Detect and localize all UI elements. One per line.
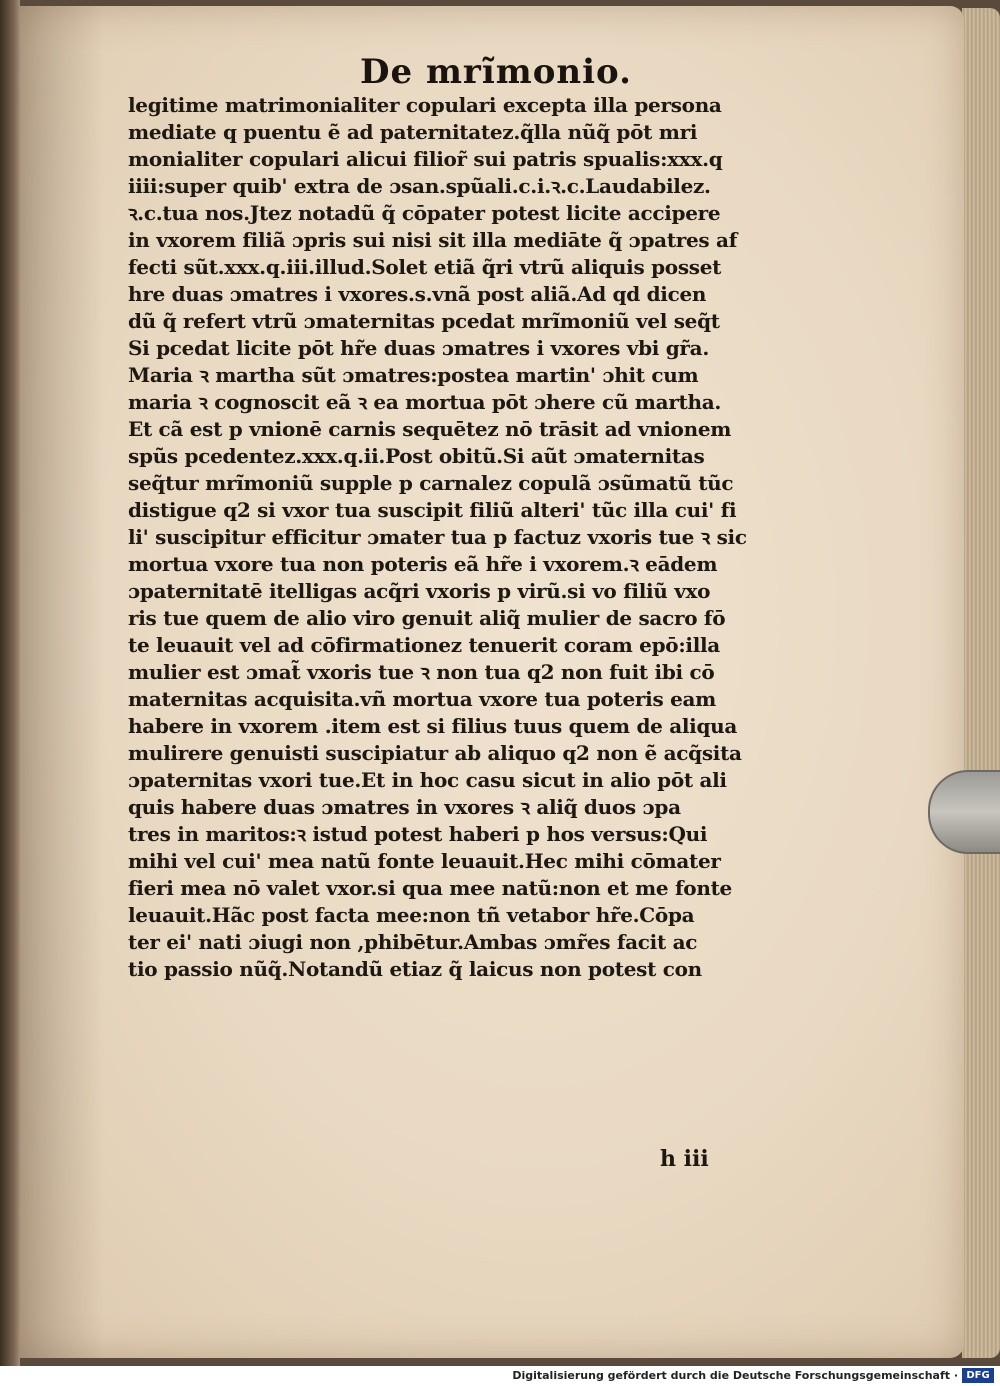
metal-clasp: [928, 770, 1000, 854]
text-line: seq̃tur mrĩmoniũ supple p carnalez copulã ɔsũmatũ tũc: [128, 471, 734, 495]
running-head: De mrĩmonio.: [360, 52, 632, 92]
text-line: mihi vel cui' mea natũ fonte leuauit.Hec mihi cōmater: [128, 849, 721, 873]
text-line: tres in maritos:ꝛ istud potest haberi p hos versus:Qui: [128, 822, 708, 846]
text-line: mulirere genuisti suscipiatur ab aliquo q2 non ẽ acq̃sita: [128, 741, 742, 765]
text-line: mortua vxore tua non poteris eã hr̃e i vxorem.ꝛ eādem: [128, 552, 718, 576]
text-line: maria ꝛ cognoscit eã ꝛ ea mortua pōt ɔhere cũ martha.: [128, 390, 722, 414]
text-line: ɔpaternitas vxori tue.Et in hoc casu sicut in alio pōt ali: [128, 768, 727, 792]
text-line: fieri mea nō valet vxor.si qua mee natũ:non et me fonte: [128, 876, 732, 900]
text-line: spũs pcedentez.xxx.q.ii.Post obitũ.Si aũt ɔmaternitas: [128, 444, 705, 468]
page-edges: [962, 8, 1000, 1358]
page-fold-shadow: [14, 6, 104, 1358]
text-line: habere in vxorem .item est si filius tuus quem de aliqua: [128, 714, 738, 738]
text-line: monialiter copulari alicui filior̃ sui patris spualis:xxx.q: [128, 147, 723, 171]
text-line: in vxorem filiã ɔpris sui nisi sit illa mediāte q̃ ɔpatres af: [128, 228, 738, 252]
text-line: Maria ꝛ martha sũt ɔmatres:postea martin' ɔhit cum: [128, 363, 699, 387]
text-line: ter ei' nati ɔiugi non ,phibētur.Ambas ɔmr̃es facit ac: [128, 930, 698, 954]
text-line: distigue q2 si vxor tua suscipit filiũ alteri' tũc illa cui' fi: [128, 498, 737, 522]
signature-mark: h iii: [660, 1146, 709, 1172]
text-line: li' suscipitur efficitur ɔmater tua p factuz vxoris tue ꝛ sic: [128, 525, 747, 549]
text-line: dũ q̃ refert vtrũ ɔmaternitas pcedat mrĩmoniũ vel seq̃t: [128, 309, 720, 333]
text-line: hre duas ɔmatres i vxores.s.vnã post aliã.Ad qd dicen: [128, 282, 707, 306]
text-line: leuauit.Hãc post facta mee:non tñ vetabor hr̃e.Cōpa: [128, 903, 695, 927]
body-text: [128, 92, 778, 983]
text-line: legitime matrimonialiter copulari excepta illa persona: [128, 93, 722, 117]
text-line: Et cã est p vnionē carnis sequētez nō trāsit ad vnionem: [128, 417, 732, 441]
dfg-logo: DFG: [962, 1368, 994, 1383]
text-line: te leuauit vel ad cōfirmationez tenuerit coram epō:illa: [128, 633, 720, 657]
text-line: iiii:super quib' extra de ɔsan.spũali.c.i.ꝛ.c.Laudabilez.: [128, 174, 711, 198]
text-line: quis habere duas ɔmatres in vxores ꝛ aliq̃ duos ɔpa: [128, 795, 681, 819]
funding-credit: Digitalisierung gefördert durch die Deutsche Forschungsgemeinschaft ·: [512, 1369, 958, 1382]
text-line: tio passio nũq̃.Notandũ etiaz q̃ laicus non potest con: [128, 957, 702, 981]
text-line: ris tue quem de alio viro genuit aliq̃ mulier de sacro fō: [128, 606, 726, 630]
text-line: ꝛ.c.tua nos.Jtez notadũ q̃ cōpater potest licite accipere: [128, 201, 721, 225]
footer: [0, 1366, 1000, 1386]
book-binding: [0, 0, 20, 1366]
text-line: mulier est ɔmat̃ vxoris tue ꝛ non tua q2 non fuit ibi cō: [128, 660, 715, 684]
text-line: mediate q puentu ẽ ad paternitatez.q̃lla nũq̃ pōt mri: [128, 120, 698, 144]
text-line: fecti sũt.xxx.q.iii.illud.Solet etiã q̃ri vtrũ aliquis posset: [128, 255, 722, 279]
text-line: ɔpaternitatē itelligas acq̃ri vxoris p virũ.si vo filiũ vxo: [128, 579, 711, 603]
text-line: maternitas acquisita.vñ mortua vxore tua poteris eam: [128, 687, 717, 711]
text-line: Si pcedat licite pōt hr̃e duas ɔmatres i vxores vbi gr̃a.: [128, 336, 709, 360]
